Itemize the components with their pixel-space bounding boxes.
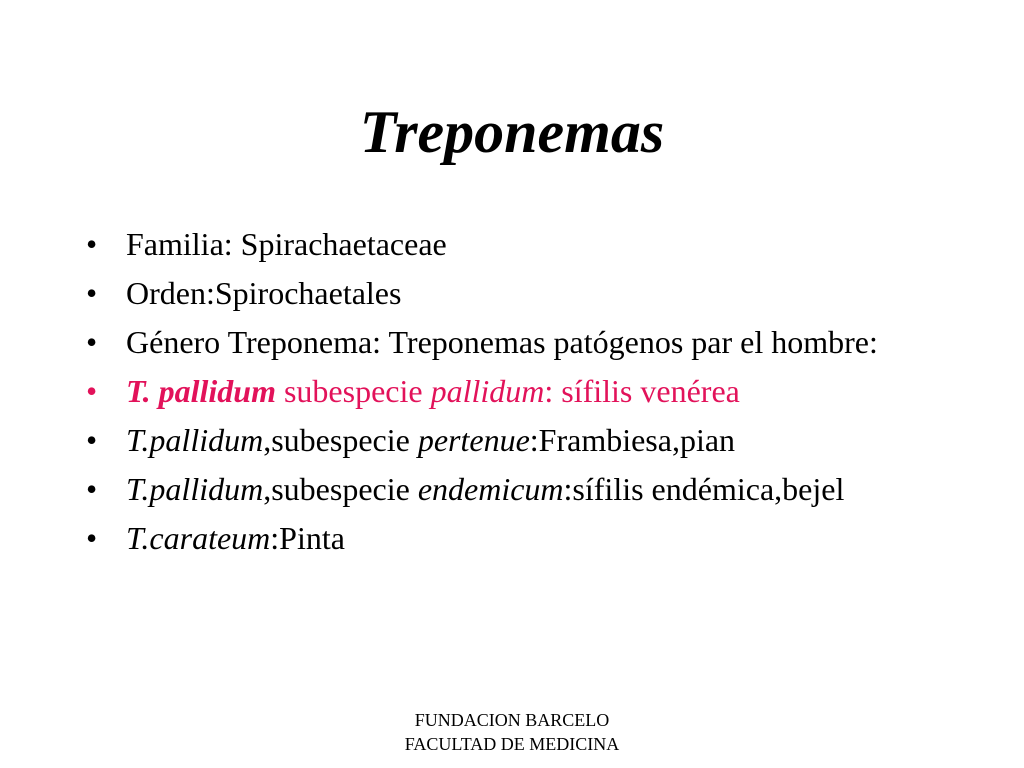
bullet-pertenue (86, 422, 966, 459)
species-name: T.pallidum (126, 422, 264, 458)
bullet-familia (86, 226, 966, 263)
bullet-text: ,subespecie (263, 471, 418, 507)
bullet-text: :sífilis endémica,bejel (563, 471, 845, 507)
bullet-text: ,subespecie (263, 422, 418, 458)
bullet-text: Género Treponema: Treponemas patógenos par el hombre: (126, 324, 878, 360)
species-name: T.carateum (126, 520, 271, 556)
footer-faculty: FACULTAD DE MEDICINA (404, 734, 620, 754)
bullet-text: :Frambiesa,pian (529, 422, 736, 458)
species-name: T.pallidum (126, 471, 264, 507)
bullet-text: : sífilis venérea (544, 373, 740, 409)
bullet-text: subespecie (275, 373, 431, 409)
bullet-endemicum (86, 471, 966, 508)
bullet-list (86, 226, 966, 569)
bullet-marker: • (86, 422, 98, 458)
bullet-genero (86, 324, 966, 361)
subspecies-name: endemicum (417, 471, 564, 507)
slide-title: Treponemas (359, 99, 665, 165)
bullet-carateum (86, 520, 966, 557)
bullet-marker: • (86, 275, 98, 311)
bullet-pallidum-highlight (86, 373, 966, 410)
subspecies-name: pertenue (417, 422, 530, 458)
bullet-marker: • (86, 520, 98, 556)
slide-footer (360, 708, 664, 756)
bullet-text: :Pinta (270, 520, 345, 556)
subspecies-name: pallidum (430, 373, 545, 409)
bullet-orden (86, 275, 966, 312)
species-name: T. pallidum (126, 373, 276, 409)
bullet-text: Familia: Spirachaetaceae (126, 226, 447, 262)
bullet-marker: • (86, 324, 98, 360)
bullet-marker: • (86, 226, 98, 262)
bullet-marker: • (86, 373, 98, 409)
bullet-marker: • (86, 471, 98, 507)
bullet-text: Orden:Spirochaetales (126, 275, 402, 311)
footer-institution: FUNDACION BARCELO (414, 710, 610, 730)
